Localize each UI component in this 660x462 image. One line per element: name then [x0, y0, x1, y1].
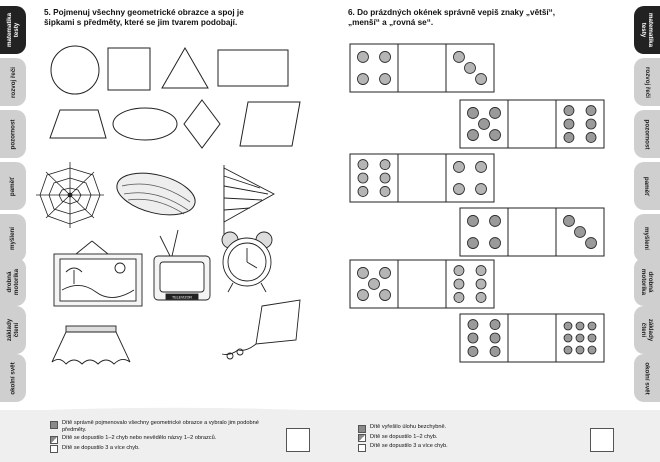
legend-swatch-half — [50, 436, 58, 444]
die-pip — [586, 119, 596, 129]
task5-title-line1: 5. Pojmenuj všechny geometrické obrazce a spoj je — [44, 8, 244, 17]
die-pip — [564, 132, 574, 142]
die-pip — [564, 334, 572, 342]
die-pip — [564, 346, 572, 354]
kite-picture[interactable] — [222, 300, 300, 359]
die-pip — [467, 238, 478, 249]
die-pip — [357, 267, 368, 278]
die-pip — [490, 215, 501, 226]
die-pip — [490, 130, 501, 141]
die-pip — [453, 161, 464, 172]
left-tab-label: pozornost — [9, 119, 17, 149]
shape-square[interactable] — [108, 48, 150, 90]
shape-ellipse[interactable] — [113, 108, 177, 140]
die-pip — [380, 160, 390, 170]
die-left — [460, 314, 508, 362]
die-pip — [358, 186, 368, 196]
die-pip — [490, 238, 501, 249]
right-tab-label: drobná motorika — [640, 268, 655, 296]
legend-row — [50, 445, 272, 454]
die-pip — [476, 161, 487, 172]
die-pip — [564, 322, 572, 330]
die-pip — [357, 51, 368, 62]
left-tab-label: matematika testy — [6, 12, 20, 48]
die-pip — [357, 290, 368, 301]
alarm-clock-picture[interactable] — [222, 232, 272, 292]
answer-box[interactable] — [508, 208, 556, 256]
die-pip — [564, 119, 574, 129]
task6-title-line2: „menší“ a „rovná se“. — [348, 18, 434, 27]
die-pip — [476, 292, 486, 302]
die-pip — [476, 266, 486, 276]
die-pip — [564, 106, 574, 116]
legend-swatch-empty — [358, 444, 366, 452]
die-left — [350, 154, 398, 202]
legend-row — [50, 435, 272, 444]
television-picture[interactable] — [154, 230, 210, 300]
answer-box[interactable] — [398, 154, 446, 202]
die-pip — [358, 160, 368, 170]
die-pip — [490, 346, 500, 356]
die-pip — [467, 215, 478, 226]
dice-comparison-row — [460, 208, 604, 256]
watermelon-picture[interactable] — [113, 166, 200, 222]
left-tab-label: paměť — [9, 176, 17, 196]
die-pip — [588, 322, 596, 330]
die-pip — [479, 119, 490, 130]
right-tab-label: pozornost — [643, 119, 651, 149]
die-pip — [490, 107, 501, 118]
die-pip — [380, 186, 390, 196]
legend-text: Dítě správně pojmenovalo všechny geometrické obrazce a vybralo jim podobné předměty. — [62, 420, 259, 433]
left-tab-label: myšlení — [9, 226, 17, 250]
score-box-left[interactable] — [286, 428, 310, 452]
left-tab-label: okolní svět — [9, 361, 17, 395]
die-pip — [490, 333, 500, 343]
footer-wave — [0, 404, 660, 418]
die-pip — [467, 107, 478, 118]
dice-comparison-row — [460, 100, 604, 148]
die-right — [446, 154, 494, 202]
legend-swatch-empty — [50, 445, 58, 453]
legend-row — [358, 424, 558, 433]
legend-text: Dítě se dopustilo 1–2 chyb. — [370, 433, 438, 440]
die-pip — [476, 74, 487, 85]
die-pip — [454, 279, 464, 289]
die-pip — [588, 334, 596, 342]
die-pip — [468, 333, 478, 343]
answer-box[interactable] — [398, 260, 446, 308]
shape-trapezoid[interactable] — [50, 110, 106, 138]
die-pip — [369, 279, 380, 290]
die-pip — [586, 106, 596, 116]
die-pip — [380, 74, 391, 85]
task5-illustration — [0, 0, 330, 410]
right-page — [330, 0, 660, 462]
shape-rectangle[interactable] — [218, 50, 288, 86]
task6-title-line1: 6. Do prázdných okének správně vepiš znaky „větší“, — [348, 8, 556, 17]
die-pip — [357, 74, 368, 85]
die-left — [460, 208, 508, 256]
die-pip — [490, 320, 500, 330]
left-tab-label: rozvoj řeči — [9, 66, 17, 98]
die-pip — [468, 346, 478, 356]
score-box-right[interactable] — [590, 428, 614, 452]
tv-label: TELEVIZOR — [172, 295, 192, 300]
dice-comparison-row — [350, 154, 494, 202]
left-tab-label: drobná motorika — [6, 268, 21, 296]
legend-right — [358, 424, 558, 453]
legend-text: Dítě se dopustilo 3 a více chyb. — [370, 443, 448, 449]
legend-swatch-half — [358, 434, 366, 442]
legend-left — [50, 420, 272, 454]
legend-row — [358, 443, 558, 452]
die-pip — [575, 227, 586, 238]
left-tab-label: základy čtení — [5, 318, 20, 342]
die-pip — [576, 346, 584, 354]
die-pip — [588, 346, 596, 354]
legend-swatch-full — [358, 425, 366, 433]
legend-swatch-full — [50, 421, 58, 429]
answer-box[interactable] — [508, 100, 556, 148]
shape-parallelogram[interactable] — [240, 102, 300, 146]
right-tab-label: rozvoj řeči — [643, 66, 651, 98]
right-tab-label: myšlení — [643, 226, 651, 250]
framed-picture[interactable] — [54, 241, 142, 306]
right-tab-label: okolní svět — [643, 361, 651, 395]
task5-title-line2: šipkami s předměty, které se jim tvarem podobají. — [44, 18, 238, 27]
die-pip — [468, 320, 478, 330]
legend-row — [50, 420, 272, 434]
skirt-picture[interactable] — [52, 326, 130, 364]
die-pip — [358, 173, 368, 183]
die-pip — [576, 322, 584, 330]
shape-rhombus[interactable] — [184, 100, 220, 148]
right-tab-label: matematika testy — [640, 12, 654, 48]
spider-web-picture[interactable] — [36, 162, 104, 228]
task6-dice-comparisons — [330, 0, 660, 410]
die-pip — [476, 184, 487, 195]
die-pip — [586, 238, 597, 249]
legend-text: Dítě se dopustilo 1–2 chyb nebo nevědělo názvy 1–2 obrazců. — [62, 435, 217, 441]
legend-text: Dítě vyřešilo úlohu bezchybně. — [370, 424, 447, 430]
die-pip — [453, 184, 464, 195]
die-pip — [454, 292, 464, 302]
die-pip — [467, 130, 478, 141]
die-pip — [380, 173, 390, 183]
die-pip — [576, 334, 584, 342]
die-left — [350, 44, 398, 92]
die-pip — [586, 132, 596, 142]
answer-box[interactable] — [398, 44, 446, 92]
dice-comparison-row — [460, 314, 604, 362]
die-pip — [380, 51, 391, 62]
die-right — [446, 260, 494, 308]
die-pip — [563, 215, 574, 226]
answer-box[interactable] — [508, 314, 556, 362]
right-tab-label: paměť — [643, 176, 651, 196]
dice-comparison-row — [350, 260, 494, 308]
shape-circle[interactable] — [51, 46, 99, 94]
die-pip — [465, 63, 476, 74]
die-pip — [380, 290, 391, 301]
legend-row — [358, 434, 558, 443]
right-tab-label: základy čtení — [639, 318, 654, 342]
shape-triangle[interactable] — [162, 48, 208, 88]
die-right — [556, 100, 604, 148]
die-pip — [453, 51, 464, 62]
triangle-flag-picture[interactable] — [224, 165, 274, 236]
legend-text: Dítě se dopustilo 3 a více chyb. — [62, 444, 140, 451]
die-pip — [380, 267, 391, 278]
die-pip — [476, 279, 486, 289]
dice-comparison-row — [350, 44, 494, 92]
die-pip — [454, 266, 464, 276]
